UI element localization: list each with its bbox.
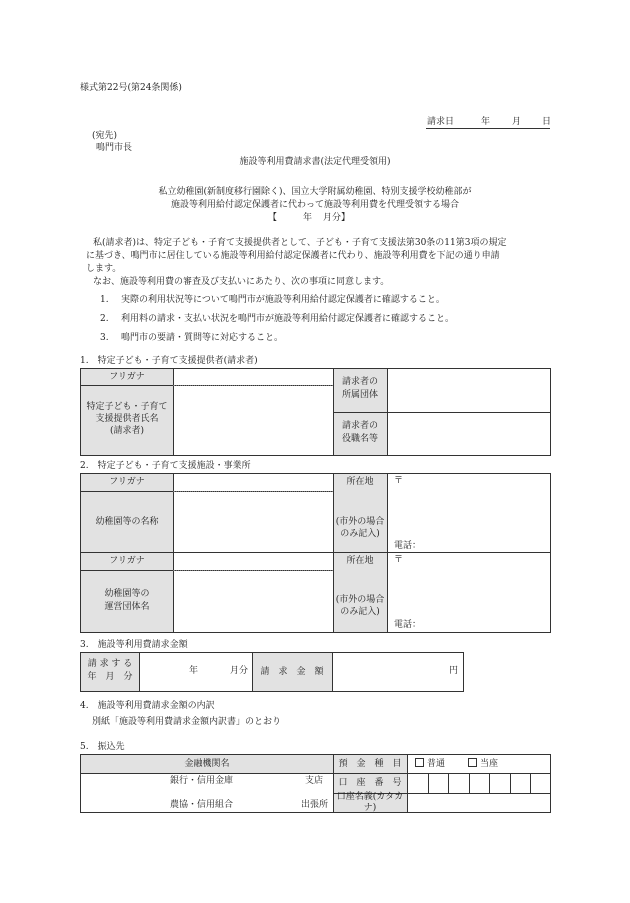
section3-heading: 3. 施設等利用費請求金額 — [80, 640, 188, 650]
postal-mark: 〒 — [394, 476, 404, 486]
request-date-day: 日 — [542, 117, 552, 127]
postal-mark: 〒 — [394, 555, 404, 565]
consent-item-text: 利用料の請求・支払い状況を鳴門市が施設等利用給付認定保護者に確認すること。 — [121, 314, 455, 324]
consent-item-num: 3. — [100, 333, 109, 343]
furigana-label: フリガナ — [109, 371, 145, 382]
outside-city-note: のみ記入) — [340, 529, 380, 539]
location-label: 所在地 — [346, 477, 374, 487]
checkbox-icon — [468, 758, 477, 767]
provider-name-label: (請求者) — [109, 425, 145, 436]
consent-item-num: 1. — [100, 295, 109, 305]
agri-type-label: 農協・信用組合 — [170, 800, 234, 810]
consent-item-text: 実際の利用状況等について鳴門市が施設等利用給付認定保護者に確認すること。 — [121, 295, 445, 305]
job-title-label: 請求者の — [341, 420, 378, 431]
org-label: 所属団体 — [341, 389, 378, 400]
outside-city-note: のみ記入) — [340, 607, 380, 617]
subtitle-line2: 施設等利用給付認定保護者に代わって施設等利用費を代理受領する場合 — [171, 200, 459, 210]
bank-name-label: 金融機関名 — [184, 758, 230, 769]
section5-heading: 5. 振込先 — [80, 742, 125, 752]
period-year: 年 — [303, 213, 313, 223]
claim-period-label: 年 月 分 — [87, 672, 133, 682]
body-para1-line1: 私(請求者)は、特定子ども・子育て支援提供者として、子ども・子育て支援法第30条の11第3項の規定 — [93, 238, 507, 248]
provider-name-label: 特定子ども・子育て — [86, 401, 168, 412]
account-holder-label: 口座名義(カタカナ) — [336, 792, 404, 813]
request-date-month: 月 — [512, 117, 522, 127]
phone-label: 電話： — [394, 620, 422, 630]
furigana-label: フリガナ — [109, 556, 145, 566]
location-label: 所在地 — [346, 556, 374, 566]
current-label: 当座 — [480, 759, 499, 769]
yen-unit: 円 — [449, 666, 459, 676]
claim-period-label: 請 求 す る — [87, 659, 133, 669]
facility-name-label: 幼稚園等の名称 — [95, 516, 159, 527]
org-label: 請求者の — [341, 376, 378, 387]
furigana-label: フリガナ — [109, 477, 145, 487]
breakdown-reference: 別紙「施設等利用費請求金額内訳書」のとおり — [92, 717, 282, 727]
addressee-mayor: 鳴門市長 — [96, 143, 133, 153]
consent-item-num: 2. — [100, 314, 109, 324]
section1-heading: 1. 特定子ども・子育て支援提供者(請求者) — [80, 356, 258, 366]
ordinary-checkbox[interactable] — [415, 758, 445, 770]
section4-heading: 4. 施設等利用費請求金額の内訳 — [80, 701, 215, 711]
body-para1-line2: に基づき、鳴門市に居住している施設等利用給付認定保護者に代わり、施設等利用費を下記の通り申請 — [86, 251, 500, 261]
phone-label: 電話： — [394, 541, 422, 551]
period-open: 【 — [268, 213, 278, 223]
consent-item-text: 鳴門市の要請・質問等に対応すること。 — [121, 333, 284, 343]
current-checkbox[interactable] — [468, 758, 498, 770]
operator-label: 幼稚園等の — [104, 589, 150, 599]
claim-amount-label: 請 求 金 額 — [260, 666, 324, 677]
claim-year: 年 — [189, 666, 199, 676]
form-number: 様式第22号(第24条関係) — [80, 83, 182, 93]
period-month: 月分】 — [323, 213, 351, 223]
account-number-label: 口 座 番 号 — [338, 778, 402, 788]
form-title: 施設等利用費請求書(法定代理受領用) — [239, 157, 391, 167]
body-para2: なお、施設等利用費の審査及び支払いにあたり、次の事項に同意します。 — [93, 277, 390, 287]
outside-city-note: (市外の場合 — [335, 517, 385, 527]
checkbox-icon — [415, 758, 424, 767]
request-date-label: 請求日 — [427, 117, 455, 127]
account-type-label: 預 金 種 目 — [338, 758, 402, 769]
claim-month: 月分 — [230, 666, 249, 676]
request-date-year: 年 — [481, 117, 491, 127]
section2-heading: 2. 特定子ども・子育て支援施設・事業所 — [80, 461, 251, 471]
body-para1-line3: します。 — [86, 264, 122, 274]
operator-label: 運営団体名 — [104, 602, 150, 612]
provider-name-label: 支援提供者氏名 — [95, 413, 159, 424]
branch-label: 支店 — [305, 776, 324, 786]
bank-type-label: 銀行・信用金庫 — [170, 776, 234, 786]
outside-city-note: (市外の場合 — [335, 595, 385, 605]
office-label: 出張所 — [301, 800, 329, 810]
subtitle-line1: 私立幼稚園(新制度移行園除く)、国立大学附属幼稚園、特別支援学校幼稚部が — [158, 187, 472, 197]
addressee-label: (宛先) — [92, 131, 118, 141]
job-title-label: 役職名等 — [341, 433, 378, 444]
ordinary-label: 普通 — [427, 759, 446, 769]
